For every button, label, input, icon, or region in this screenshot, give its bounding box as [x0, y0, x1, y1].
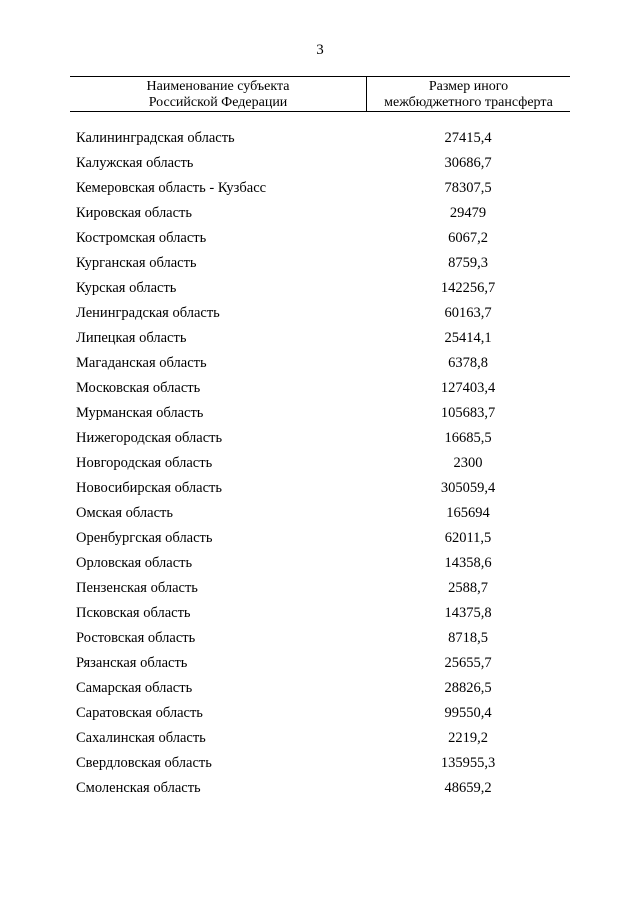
table-row: [76, 326, 570, 351]
table-row: [76, 251, 570, 276]
region-name: Костромская область: [76, 230, 207, 246]
table-row: [76, 726, 570, 751]
header-name-line1: Наименование субъекта: [146, 79, 290, 94]
transfer-amount: 25414,1: [444, 330, 492, 346]
transfer-amount: 30686,7: [444, 155, 492, 171]
transfer-amount: 6378,8: [448, 355, 488, 371]
transfer-amount: 29479: [449, 205, 487, 221]
table-row: [76, 151, 570, 176]
table-row: [76, 701, 570, 726]
region-name: Пензенская область: [76, 580, 198, 596]
header-transfer-amount: [367, 77, 570, 111]
region-name: Ростовская область: [76, 630, 196, 646]
region-name: Магаданская область: [76, 355, 207, 371]
transfer-amount: 2588,7: [448, 580, 488, 596]
transfer-amount: 165694: [446, 505, 490, 521]
region-name: Орловская область: [76, 555, 193, 571]
transfer-amount: 8718,5: [448, 630, 488, 646]
table-row: [76, 751, 570, 776]
header-value-line1: Размер иного: [428, 79, 509, 94]
table-row: [76, 476, 570, 501]
region-name: Нижегородская область: [76, 430, 223, 446]
table-row: [76, 226, 570, 251]
table-row: [76, 576, 570, 601]
table-row: [76, 351, 570, 376]
table-body: [76, 126, 570, 801]
table-row: [76, 276, 570, 301]
region-name: Калининградская область: [76, 130, 235, 146]
transfer-amount: 28826,5: [444, 680, 492, 696]
table-row: [76, 126, 570, 151]
region-name: Кировская область: [76, 205, 193, 221]
region-name: Кемеровская область - Кузбасс: [76, 180, 267, 196]
table-row: [76, 176, 570, 201]
transfer-amount: 2219,2: [448, 730, 488, 746]
transfer-amount: 305059,4: [440, 480, 496, 496]
region-name: Псковская область: [76, 605, 191, 621]
region-name: Саратовская область: [76, 705, 203, 721]
table-row: [76, 451, 570, 476]
region-name: Сахалинская область: [76, 730, 206, 746]
header-region-name: [70, 77, 367, 111]
transfer-amount: 60163,7: [444, 305, 492, 321]
table-row: [76, 676, 570, 701]
transfer-amount: 142256,7: [440, 280, 496, 296]
transfer-amount: 16685,5: [444, 430, 492, 446]
region-name: Омская область: [76, 505, 173, 521]
region-name: Новосибирская область: [76, 480, 222, 496]
region-name: Новгородская область: [76, 455, 213, 471]
region-name: Курганская область: [76, 255, 197, 271]
table-row: [76, 526, 570, 551]
region-name: Самарская область: [76, 680, 193, 696]
table-row: [76, 651, 570, 676]
table-row: [76, 376, 570, 401]
region-name: Смоленская область: [76, 780, 201, 796]
table-row: [76, 401, 570, 426]
table-row: [76, 201, 570, 226]
table-row: [76, 301, 570, 326]
transfer-amount: 99550,4: [444, 705, 492, 721]
header-value-line2: межбюджетного трансферта: [384, 95, 553, 110]
transfer-amount: 8759,3: [448, 255, 488, 271]
transfer-amount: 27415,4: [444, 130, 492, 146]
region-name: Калужская область: [76, 155, 194, 171]
transfer-amount: 105683,7: [440, 405, 496, 421]
transfer-amount: 25655,7: [444, 655, 492, 671]
table-row: [76, 601, 570, 626]
region-name: Мурманская область: [76, 405, 204, 421]
region-name: Свердловская область: [76, 755, 212, 771]
region-name: Московская область: [76, 380, 201, 396]
region-name: Оренбургская область: [76, 530, 213, 546]
transfer-amount: 135955,3: [440, 755, 496, 771]
region-name: Липецкая область: [76, 330, 187, 346]
region-name: Курская область: [76, 280, 177, 296]
table-row: [76, 501, 570, 526]
page-number: 3: [316, 42, 324, 58]
transfer-amount: 62011,5: [444, 530, 492, 546]
table-header: [70, 76, 570, 112]
transfer-amount: 78307,5: [444, 180, 492, 196]
table-row: [76, 426, 570, 451]
table-row: [76, 776, 570, 801]
region-name: Рязанская область: [76, 655, 188, 671]
table-row: [76, 626, 570, 651]
transfer-amount: 14358,6: [444, 555, 492, 571]
transfer-amount: 2300: [453, 455, 483, 471]
header-name-line2: Российской Федерации: [148, 95, 288, 110]
transfer-amount: 127403,4: [440, 380, 496, 396]
transfer-amount: 48659,2: [444, 780, 492, 796]
transfer-amount: 14375,8: [444, 605, 492, 621]
region-name: Ленинградская область: [76, 305, 220, 321]
transfer-amount: 6067,2: [448, 230, 488, 246]
table-row: [76, 551, 570, 576]
